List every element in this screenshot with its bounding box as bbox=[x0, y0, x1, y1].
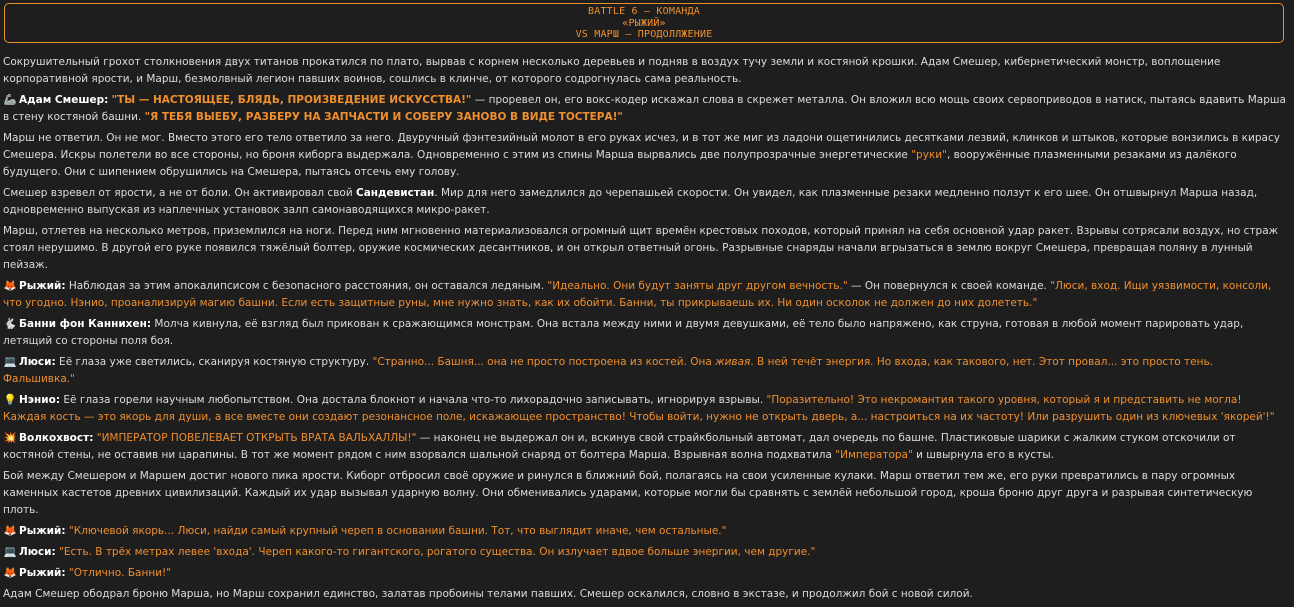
dialogue-text: — Он повернулся к своей команде. bbox=[847, 280, 1051, 292]
speaker-name: Банни фон Каннихен: bbox=[19, 318, 152, 330]
header-line-opponent: VS МАРШ – ПРОДОЛЛЖЕНИЕ bbox=[575, 29, 713, 40]
story-body bbox=[3, 54, 1287, 607]
laptop-icon: 💻 bbox=[3, 356, 17, 368]
dialogue-text: и швырнула его в кусты. bbox=[912, 449, 1054, 461]
dialogue-lucy bbox=[3, 544, 1287, 561]
fox-face-icon: 🦊 bbox=[3, 280, 17, 292]
collision-icon: 💥 bbox=[3, 432, 17, 444]
narration-text: Адам Смешер ободрал броню Марша, но Марш сохранил единство, залатав пробоины телами павших. Смешер оскалился, словно в экстазе, и продолжил бой с новой силой. bbox=[3, 588, 973, 600]
quote: "Отлично. Банни!" bbox=[68, 567, 172, 579]
fox-face-icon: 🦊 bbox=[3, 567, 17, 579]
quote: "Странно... Башня... она не просто построена из костей. Она bbox=[372, 356, 716, 368]
quote: "ТЫ — НАСТОЯЩЕЕ, БЛЯДЬ, ПРОИЗВЕДЕНИЕ ИСКУССТВА!" bbox=[111, 94, 472, 106]
narration-text: Смешер взревел от ярости, а не от боли. Он активировал свой bbox=[3, 187, 356, 199]
dialogue-ryzhiy bbox=[3, 278, 1287, 312]
speaker-name: Волкохвост: bbox=[19, 432, 94, 444]
header-line-team: «РЫЖИЙ» bbox=[622, 17, 666, 29]
speaker-name: Люси: bbox=[19, 546, 56, 558]
dialogue-text: Её глаза уже светились, сканируя костяную структуру. bbox=[55, 356, 373, 368]
narration-text: . Мир для него замедлился до черепашьей скорости. Он увидел, как плазменные резаки медленно ползут к его шее. Он отшвырнул Марша назад, одновременно выпуская из наплечных установок залп самонаводящихся микро-ракет. bbox=[3, 187, 1258, 216]
narration-text: Сокрушительный грохот столкновения двух титанов прокатился по плато, вырвав с корнем несколько деревьев и подняв в воздух тучу земли и костяной крошки. Адам Смешер, кибернетический монстр, воплощение корпоративной ярости, и Марш, безмолвный легион павших воинов, сошлись в клинче, от которого содрогнулась сама реальность. bbox=[3, 56, 1221, 85]
narration-text: , вооружённые плазменными резаками из далёкого будущего. Они с шипением обрушились на Смешера, пытаясь отсечь ему голову. bbox=[3, 149, 1237, 178]
quote: "Императора" bbox=[835, 449, 913, 461]
fox-face-icon: 🦊 bbox=[3, 525, 17, 537]
narration-text: Марш не ответил. Он не мог. Вместо этого его тело ответило за него. Двуручный фэнтезийный молот в его руках исчез, и в тот же миг из ладони ощетинились десятками лезвий, клинков и штыков, которые вонзились в кирасу Смешера. Искры полетели во все стороны, но броня киборга выдержала. Одновременно с этим из спины Марша вырвались две полупрозрачные энергетические bbox=[3, 132, 1280, 161]
quote: "Люси, вход. Ищи уязвимости, консоли, что угодно. Нэнио, проанализируй магию башни. Если есть защитные руны, мне нужно знать, как их обойти. Банни, ты прикрываешь их. Ни один осколок не должен до них долететь." bbox=[3, 280, 1272, 309]
dialogue-ryzhiy bbox=[3, 565, 1287, 582]
dialogue-smasher bbox=[3, 92, 1287, 126]
narration-paragraph bbox=[3, 130, 1287, 181]
dialogue-text: — наконец не выдержал он и, вскинув свой страйкбольный автомат, дал очередь по башне. Пластиковые шарики с жалким стуком отскочили от костяной стены, не оставив ни царапины. В тот же момент рядом с ним взорвался шальной снаряд от болтера Марша. Взрывная волна подхватила bbox=[3, 432, 1236, 461]
narration-paragraph bbox=[3, 185, 1287, 219]
narration-paragraph bbox=[3, 223, 1287, 274]
speaker-name: Рыжий: bbox=[19, 280, 66, 292]
chapter-header bbox=[4, 3, 1284, 43]
dialogue-nenio bbox=[3, 392, 1287, 426]
quote: "Есть. В трёх метрах левее 'входа'. Череп какого-то гигантского, рогатого существа. Он излучает вдвое больше энергии, чем другие." bbox=[59, 546, 816, 558]
laptop-icon: 💻 bbox=[3, 546, 17, 558]
quote: "Идеально. Они будут заняты друг другом вечность." bbox=[547, 280, 848, 292]
quote-emphasis: живая bbox=[715, 356, 751, 368]
speaker-name: Рыжий: bbox=[19, 525, 66, 537]
lightbulb-icon: 💡 bbox=[3, 394, 17, 406]
quote: . В ней течёт энергия. Но входа, как такового, нет. Этот провал... это просто тень. Фальшивка." bbox=[3, 356, 1214, 385]
dialogue-text: — проревел он, его вокс-кодер искажал слова в скрежет металла. Он вложил всю мощь своих сервоприводов в натиск, пытаясь вдавить Марша в стену костяной башни. bbox=[3, 94, 1286, 123]
header-line-battle: BATTLE 6 – КОМАНДА bbox=[588, 6, 700, 17]
bold-term: Сандевистан bbox=[355, 187, 435, 199]
dialogue-ryzhiy bbox=[3, 523, 1287, 540]
dialogue-bunny bbox=[3, 316, 1287, 350]
quote: "Ключевой якорь... Люси, найди самый крупный череп в основании башни. Тот, что выглядит иначе, чем остальные." bbox=[68, 525, 727, 537]
speaker-name: Нэнио: bbox=[19, 394, 61, 406]
quote: "Я ТЕБЯ ВЫЕБУ, РАЗБЕРУ НА ЗАПЧАСТИ И СОБЕРУ ЗАНОВО В ВИДЕ ТОСТЕРА!" bbox=[144, 111, 623, 123]
quote: "ИМПЕРАТОР ПОВЕЛЕВАЕТ ОТКРЫТЬ ВРАТА ВАЛЬХАЛЛЫ!" bbox=[96, 432, 417, 444]
narration-paragraph bbox=[3, 468, 1287, 519]
dialogue-text: Молча кивнула, её взгляд был прикован к сражающимся монстрам. Она встала между ними и двумя девушками, её тело было напряжено, как струна, готовая в любой момент парировать удар, летящий со стороны поля боя. bbox=[3, 318, 1244, 347]
narration-text: Бой между Смешером и Маршем достиг нового пика ярости. Киборг отбросил своё оружие и ринулся в ближний бой, полагаясь на свои усиленные кулаки. Марш ответил тем же, его руки превратились в пару огромных каменных кастетов древних цивилизаций. Каждый их удар вызывал ударную волну. Они обменивались ударами, которые могли бы сравнять с землёй небольшой город, кроша броню друг друга и разрывая синтетическую плоть. bbox=[3, 470, 1253, 516]
speaker-name: Рыжий: bbox=[19, 567, 66, 579]
quote: "Поразительно! Это некромантия такого уровня, который я и представить не могла! Каждая кость — это якорь для души, а все вместе они создают резонансное поле, искажающее пространство! Чтобы войти, нужно не открыть дверь, а... настроиться на их частоту! Или разрушить один из ключевых 'якорей'!" bbox=[3, 394, 1275, 423]
dialogue-text: Наблюдая за этим апокалипсисом с безопасного расстояния, он оставался ледяным. bbox=[65, 280, 548, 292]
narration-paragraph bbox=[3, 586, 1287, 603]
narration-text: Марш, отлетев на несколько метров, приземлился на ноги. Перед ним мгновенно материализовался огромный щит времён крестовых походов, который принял на себя основной удар ракет. Взрывы сотрясали воздух, но страж стоял нерушимо. В другой его руке появился тяжёлый болтер, оружие космических десантников, и он открыл ответный огонь. Разрывные снаряды начали вгрызаться в землю вокруг Смешера, превращая поляну в лунный пейзаж. bbox=[3, 225, 1279, 271]
speaker-name: Люси: bbox=[19, 356, 56, 368]
dialogue-lucy bbox=[3, 354, 1287, 388]
rabbit-icon: 🐇 bbox=[3, 318, 17, 330]
mechanical-arm-icon: 🦾 bbox=[3, 94, 17, 106]
speaker-name: Адам Смешер: bbox=[19, 94, 109, 106]
quote: "руки" bbox=[911, 149, 947, 161]
dialogue-volkohvost bbox=[3, 430, 1287, 464]
narration-paragraph bbox=[3, 54, 1287, 88]
dialogue-text: Её глаза горели научным любопытством. Она достала блокнот и начала что-то лихорадочно записывать, игнорируя взрывы. bbox=[60, 394, 767, 406]
